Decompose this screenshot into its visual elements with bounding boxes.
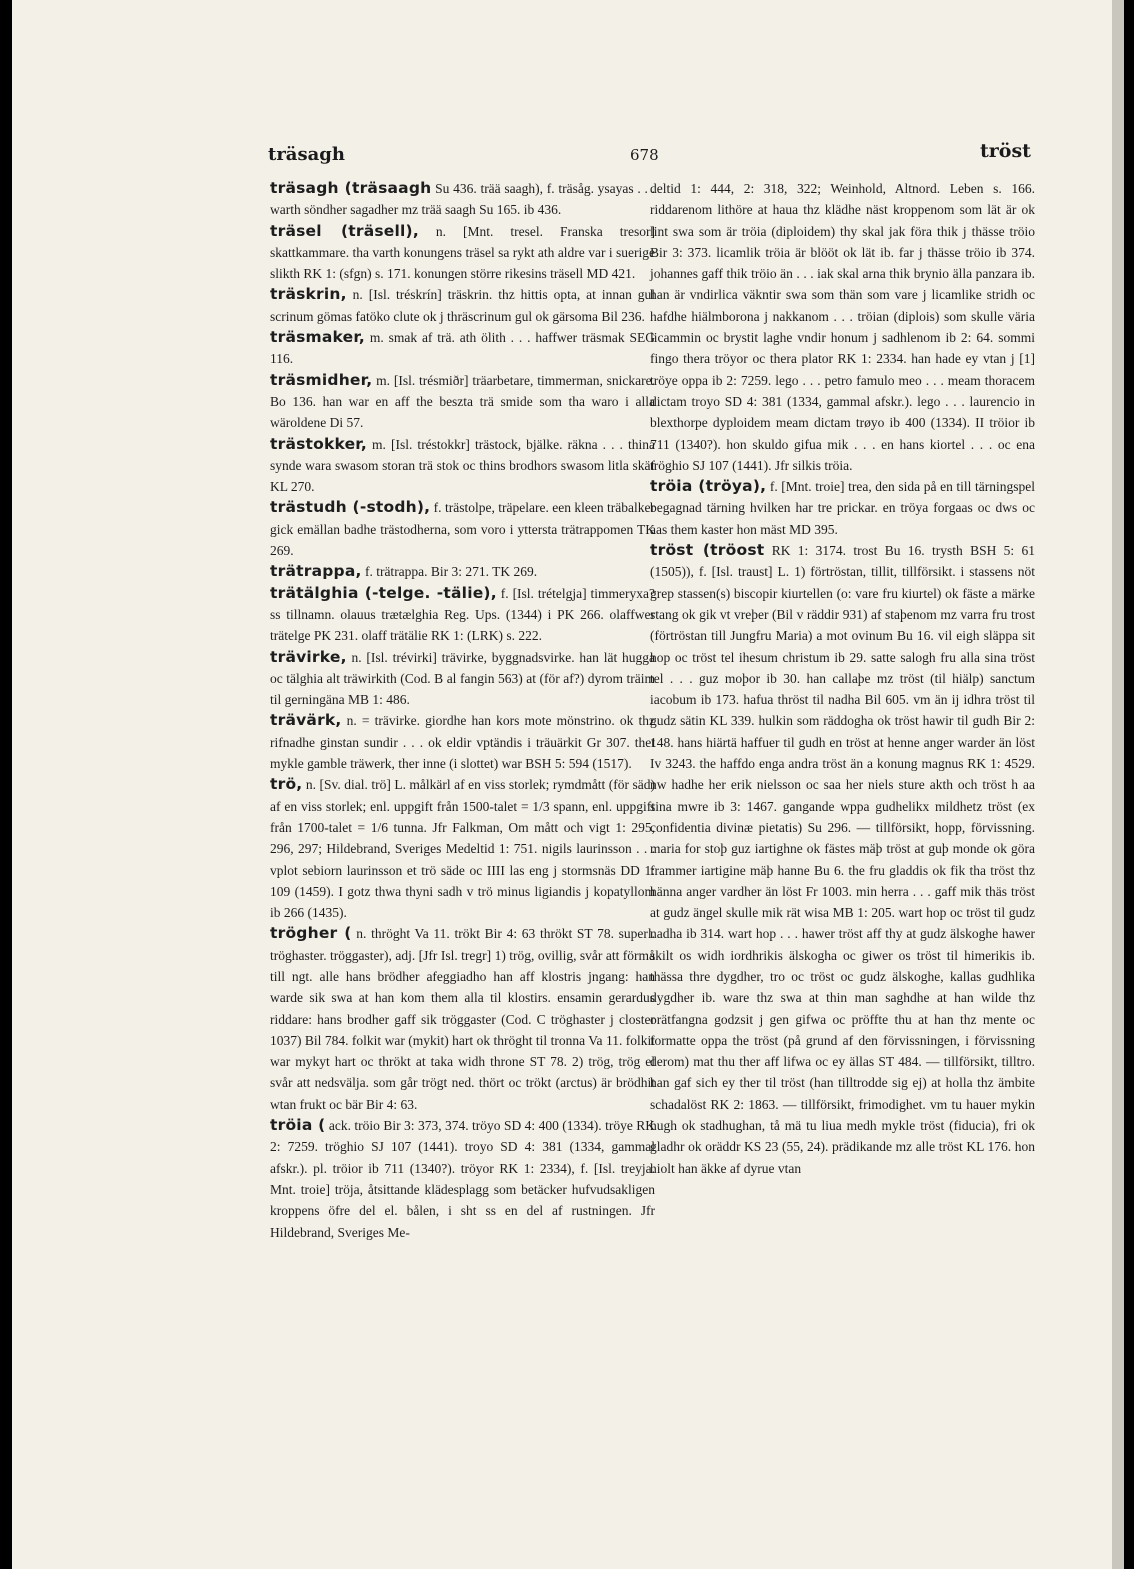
entry-continuation xyxy=(650,178,1035,476)
entry xyxy=(270,561,655,582)
entry-text: RK 1: 3174. trost Bu 16. trysth BSH 5: 61 (1505)), f. [Isl. traust] L. 1) förtröstan, tillit, tillförsikt. i stassens nöt grep stassen(s) biscopir kiurtellen (o: vare fru kiurtel) ok fäste a märke stang ok gik vt vreþer (Bil v räddir 931) af staþenom mz varra fru trost (förtröstan till Jungfru Maria) a mot ovinum Bu 16. vil eigh släppa sit hop oc tröst tel ihesum christum ib 29. satte salogh fru alla sina tröst tel . . . guz moþor ib 30. han callaþe mz tröst (til hiälp) sanctum iacobum ib 173. hafua thröst til nadha Bil 605. vm än ij idhra tröst til gudz sätin KL 339. hulkin som räddogha ok tröst hawir til gudh Bir 2: 148. hans hiärtä haffuer til gudh en tröst at henne anger warder än löst Iv 3243. the haffdo enga andra tröst än a konung magnus RK 1: 4529. nw hadhe her erik nielsson oc saa her niels sture akth och tröst h aa sina mwre ib 3: 1467. gangande wppa gudhelikx mildhetz tröst (ex confidentia divinæ pietatis) Su 296. — tillförsikt, hopp, förvissning. maria for stoþ guz iartighne ok fästes mäþ tröst at guþ monde ok göra frammer iartigine mäþ hanne Bu 6. the fru gladdis ok fik tha tröst thz hänna anger vardher än löst Fr 1003. min herra . . . gaff mik thäs tröst at gudz ängel skulle mik rät wisa MB 1: 205. wart hop oc tröst til gudz nadha ib 314. wart hop . . . hawer tröst aff thy at gudz älskoghe hawer skilt os widh iordhrikis älskogha oc giwer os tröst til himerikis ib. thässa thre dygdher, tro oc tröst oc gudz älskoghe, kallas gudhlika dygdher ib. ware thz swa at thin man saghdhe at han wilde thz orätfangna godzsit j gen gifwa oc pröffte thu at han thz mente oc formatte oppa the tröst (på grund af den förvissningen, i förvissning derom) mat thu ther aff lifwa oc ey ällas ST 484. — tillförsikt, tilltro. han gaf sich ey ther til tröst (han tilltrodde sig ej) at holla thz ämbite schadalöst RK 2: 1863. — tillförsikt, frimodighet. vm tu hauer mykin hugh ok stadhughan, tå mä tu liua medh mykle tröst (fiducia), fri ok gladhr ok oräddr KS 23 (55, 24). prädikande mz alle tröst KL 176. hon hiolt han äkke af dyrue vtan xyxy=(650,543,1036,1176)
entry xyxy=(270,497,655,561)
entry-text: m. smak af trä. ath ölith . . . haffwer träsmak SEG 116. xyxy=(270,330,656,367)
right-column xyxy=(650,178,1035,1179)
entry-text: f. [Isl. trételgja] timmeryxa? ss tillnamn. olauus trætælghia Reg. Ups. (1344) i PK 266. olaffwer trätelge PK 231. olaff trätälie RK 1: (LRK) s. 222. xyxy=(270,585,656,644)
entry-text: n. = trävirke. giordhe han kors mote mönstrino. ok thz rifnadhe ginstan sundir . . . ok eldir vptändis i träuärkit Gr 307. thet mykle gamble träwerk, ther inne (i slottet) war BSH 5: 594 (1517). xyxy=(270,713,656,772)
page-number: 678 xyxy=(630,146,659,164)
entry xyxy=(270,583,655,647)
entry-lemma: trästokker, xyxy=(270,434,367,453)
entry-lemma: träsmaker, xyxy=(270,328,366,347)
entry-text: f. trätrappa. Bir 3: 271. TK 269. xyxy=(364,564,538,580)
entry xyxy=(270,221,655,285)
entry-text: deltid 1: 444, 2: 318, 322; Weinhold, Altnord. Leben s. 166. riddarenom lithöre at haua thz klädhe näst kroppenom som lät är ok lint swa som är tröia (diploidem) thy skal jak föra thik j thässe tröio Bir 3: 373. licamlik tröia är blööt ok lät ib. far j thässe tröio ib 374. johannes gaff thik tröio än . . . iak skal arna thik brynio älla panzara ib. han är vndirlica väkntir swa som thän som vare j licamlike stridh oc hafdhe hiälmborona j nakkanom . . . tröian (diplois) som skulle väria licammin oc brystit laghe vndir honum j sadhlenom ib 2: 64. sommi fingo thera tröyor oc thera plator RK 1: 2334. han hade ey vtan j [1] tröye oppa ib 2: 7259. lego . . . petro famulo meo . . . meam thoracem dictam troyo SD 4: 381 (1334, gammal afskr.). lego . . . laurencio in blexthorpe dyploidem meam dictam trøyo ib 400 (1334). II tröior ib 711 (1340?). hon skuldo gifua mik . . . en hans kiortel . . . oc ena tröghio SJ 107 (1441). Jfr silkis tröia. xyxy=(650,181,1035,473)
entry xyxy=(270,710,655,774)
entry-lemma: tröia (tröya), xyxy=(650,477,767,496)
entry-lemma: trästudh (-stodh), xyxy=(270,498,431,517)
right-running-headword: tröst xyxy=(980,140,1031,162)
entry-text: ack. tröio Bir 3: 373, 374. tröyo SD 4: 400 (1334). tröye RK 2: 7259. tröghio SJ 107 (1441). troyo SD 4: 381 (1334, gammal afskr.). pl. tröior ib 711 (1340?). tröyor RK 1: 2334), f. [Isl. treyja. Mnt. troie] tröja, åtsittande klädesplagg som betäcker hufvudsakligen kroppens öfre del el. bålen, i sht ss en del af rustningen. Jfr Hildebrand, Sveriges Me- xyxy=(270,1118,655,1240)
entry xyxy=(270,178,655,221)
entry xyxy=(270,647,655,711)
entry xyxy=(270,1115,655,1243)
entry-lemma: träsel (träsell), xyxy=(270,221,419,240)
entry xyxy=(270,774,655,923)
page-header xyxy=(12,140,1124,170)
entry xyxy=(270,923,655,1115)
entry-lemma: trävirke, xyxy=(270,647,347,666)
entry-lemma: trögher ( xyxy=(270,924,352,943)
scan-edge xyxy=(1112,0,1124,1569)
entry-lemma: trävärk, xyxy=(270,711,342,730)
entry-text: m. [Isl. tréstokkr] trästock, bjälke. räkna . . . thina synde wara swasom storan trä stok oc thins brodhors swasom litla skäf KL 270. xyxy=(270,436,655,495)
entry-text: n. [Sv. dial. trö] L. målkärl af en viss storlek; rymdmått (för säd) af en viss storlek; enl. uppgift från 1500-talet = 1/3 spann, enl. uppgift från 1700-talet = 1/6 tunna. Jfr Falkman, Om mått och vigt 1: 295, 296, 297; Hildebrand, Sveriges Medeltid 1: 751. nigils laurinsson . . . vplot sebiorn laurinsson et trö säde oc IIII las eng j stormsnäs DD 1: 109 (1459). I gotz thwa thyni sadh v trö minus ligiandis j kopatyllom ib 266 (1435). xyxy=(270,777,656,921)
entry-lemma: trätälghia (-telge. -tälie), xyxy=(270,583,497,602)
entry xyxy=(270,434,655,498)
entry-text: f. [Mnt. troie] trea, den sida på en till tärningspel begagnad tärning hvilken har tre prickar. en tröya forgaas oc dws oc aas them kaster hon mäst MD 395. xyxy=(650,479,1036,537)
entry xyxy=(650,540,1035,1179)
dictionary-page xyxy=(12,0,1124,1569)
entry xyxy=(270,284,655,327)
entry-lemma: tröia ( xyxy=(270,1116,326,1135)
entry-lemma: träsmidher, xyxy=(270,370,373,389)
entry-text: f. trästolpe, träpelare. een kleen träbalker gick emällan badhe trästodherna, som voro i yttersta trätrappomen TK 269. xyxy=(270,500,655,559)
entry-lemma: trö, xyxy=(270,775,303,794)
entry-text: n. thröght Va 11. trökt Bir 4: 63 thrökt ST 78. superl. tröghaster. tröggaster), adj. [Jfr Isl. tregr] 1) trög, ovillig, svår att förmå till ngt. alle hans brödher afeggiadho han aff klostris jngang: han warde sik swa at han kom them alla til klostirs. ensamin gerardus riddare: hans brodher gaff sik tröggaster (Cod. C tröghaster j closter 1037) Bil 784. folkit war (mykit) hart ok thröght til tronna Va 11. folkit war mykyt hart oc thrökt at taka widh throne ST 78. 2) trög, trög el svår att nedsvälja. som går trögt ned. thört oc trökt (arctus) är brödhit wtan frukt oc bär Bir 4: 63. xyxy=(270,926,655,1112)
entry-text: m. [Isl. trésmiðr] träarbetare, timmerman, snickare. Bo 136. han war en aff the beszta trä smide som tha waro i alla wäroldene Di 57. xyxy=(270,372,656,431)
entry xyxy=(270,370,655,434)
left-running-headword: träsagh xyxy=(268,144,345,165)
entry xyxy=(270,327,655,370)
entry-lemma: tröst (tröost xyxy=(650,541,765,560)
entry-text: n. [Isl. tréskrín] träskrin. thz hittis opta, at innan gul scrinum gömas fatöko clute ok j thräscrinum gul ok gärsoma Bil 236. xyxy=(270,287,655,324)
entry-text: Su 436. trää saagh), f. träsåg. ysayas . . . warth söndher sagadher mz trää saagh Su 165. ib 436. xyxy=(270,181,655,218)
entry-text: n. [Isl. trévirki] trävirke, byggnadsvirke. han lät hugga oc tälghia alt träwirkith (Cod. B al fangin 563) at (för af?) dyrom träim til gerningäna MB 1: 486. xyxy=(270,649,656,708)
entry xyxy=(650,476,1035,540)
entry-lemma: trätrappa, xyxy=(270,562,362,581)
left-column xyxy=(270,178,655,1243)
entry-lemma: träskrin, xyxy=(270,285,347,304)
entry-lemma: träsagh (träsaagh xyxy=(270,179,432,197)
entry-text: n. [Mnt. tresel. Franska tresor] skattkammare. tha varth konungens träsel sa rykt ath aldre var i suerige slikth RK 1: (sfgn) s. 171. konungen större rikesins träsell MD 421. xyxy=(270,223,655,282)
